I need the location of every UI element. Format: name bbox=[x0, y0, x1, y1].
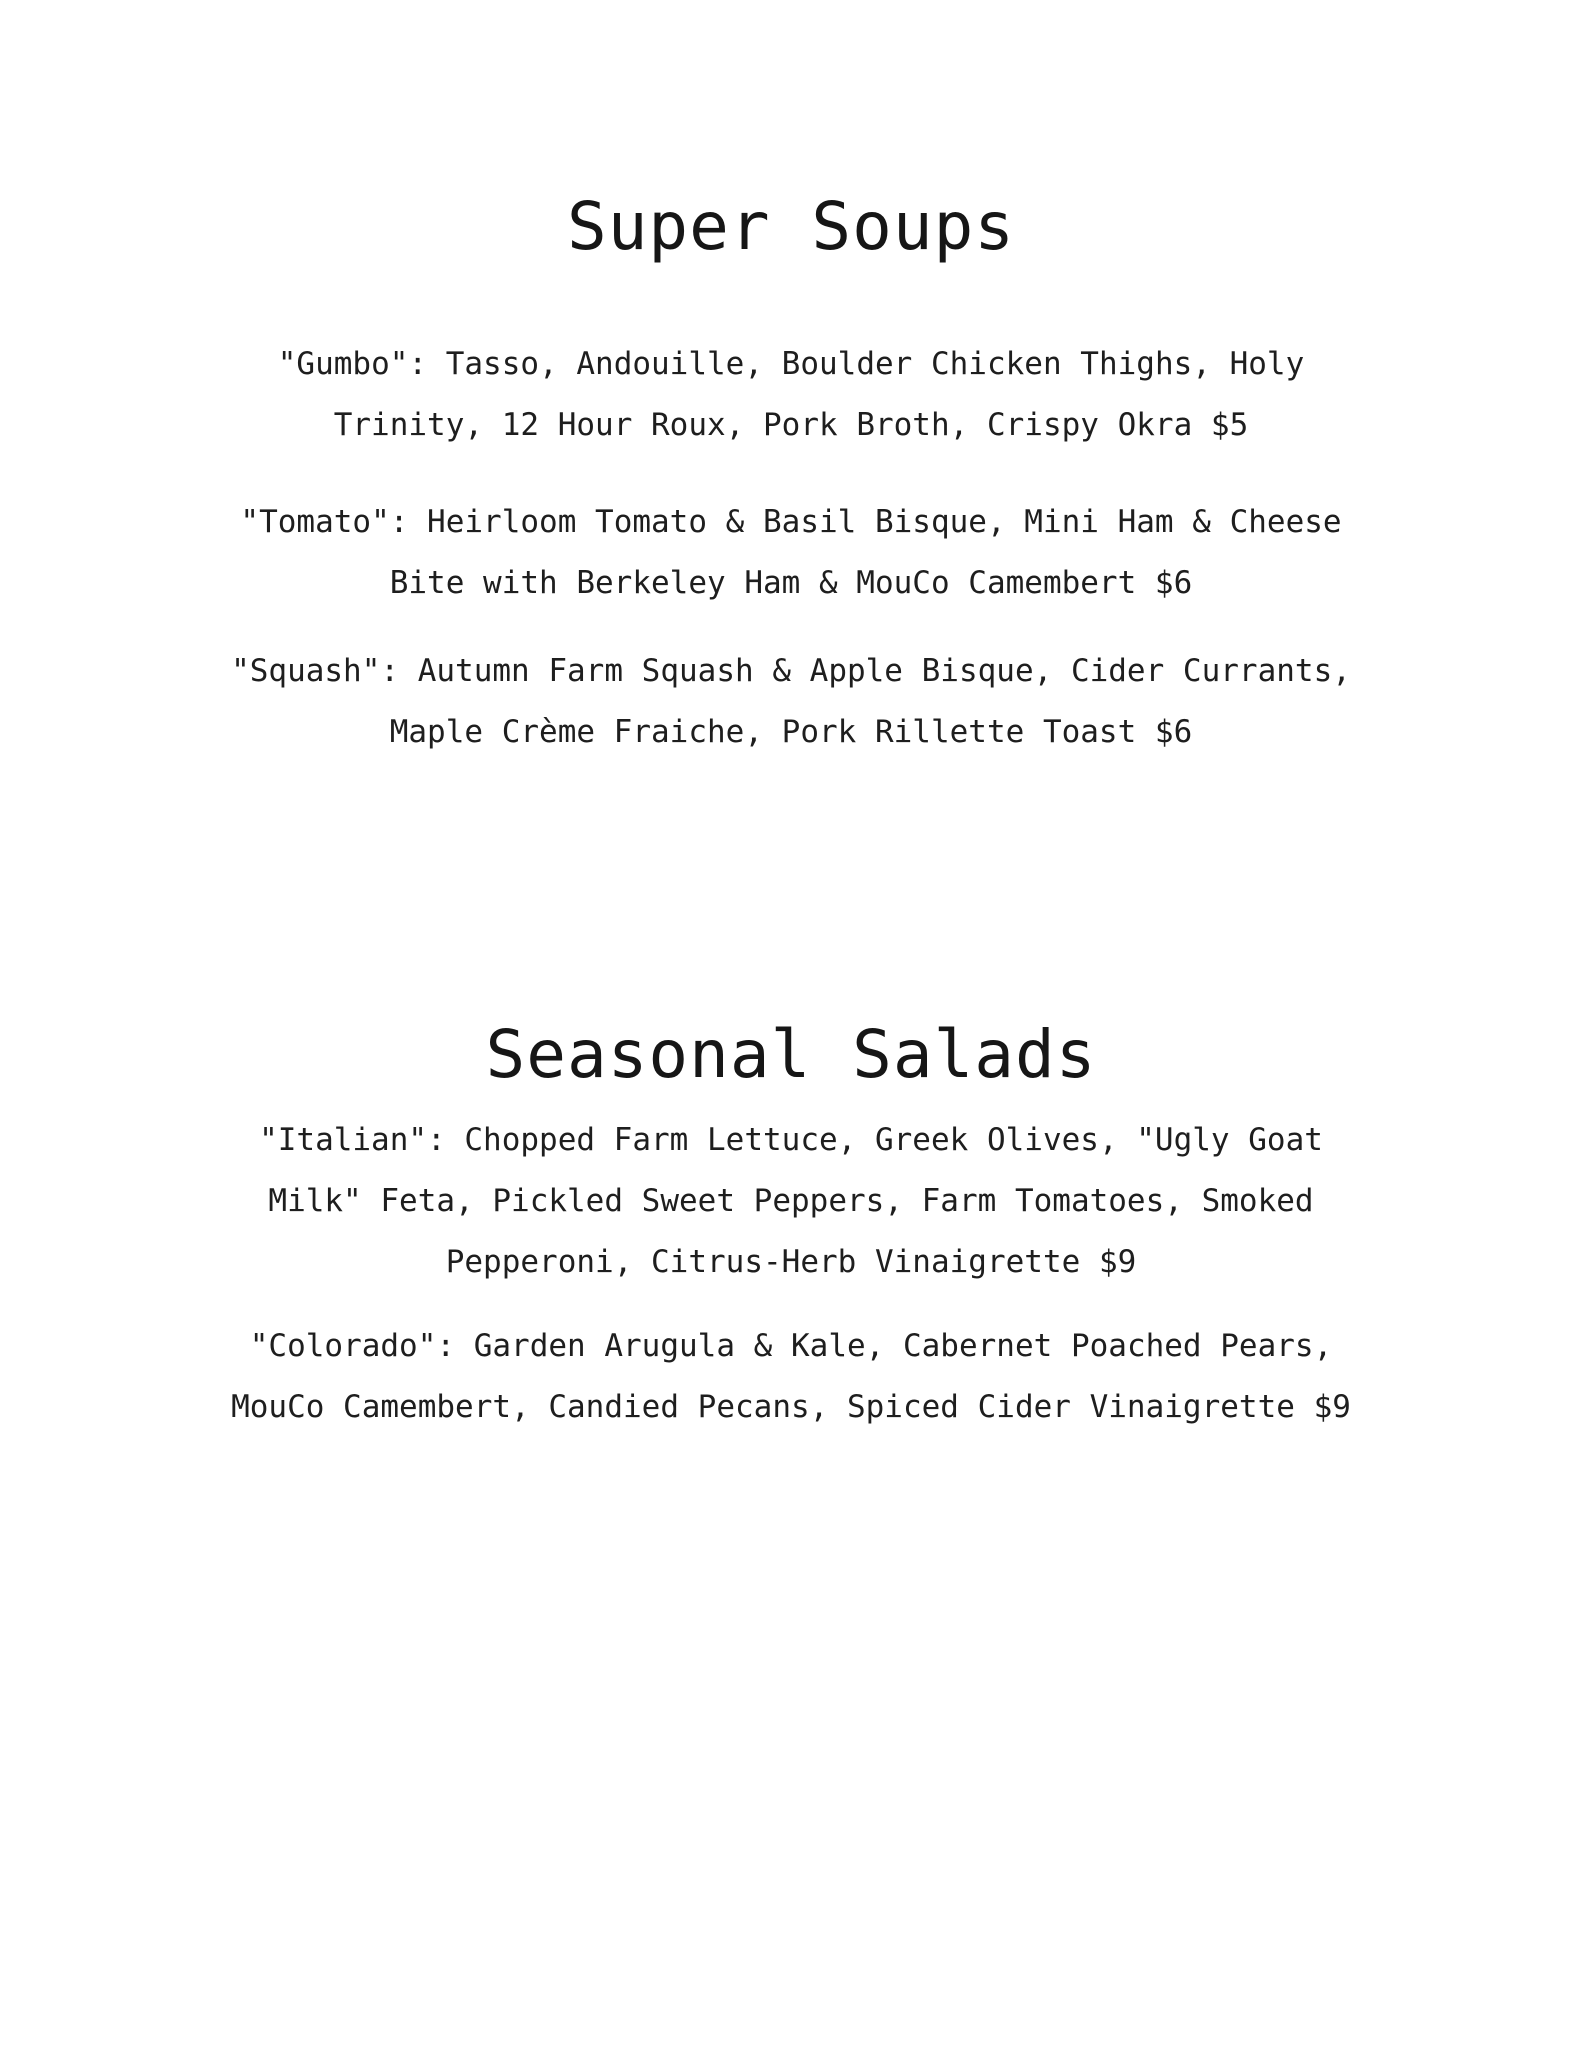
menu-item-line: "Italian": Chopped Farm Lettuce, Greek Olives, "Ugly Goat bbox=[259, 1122, 1323, 1158]
menu-item-squash bbox=[190, 641, 1392, 763]
menu-item-line: Milk" Feta, Pickled Sweet Peppers, Farm Tomatoes, Smoked bbox=[268, 1183, 1314, 1219]
menu-item-line: "Squash": Autumn Farm Squash & Apple Bisque, Cider Currants, bbox=[231, 653, 1351, 689]
menu-item-line: MouCo Camembert, Candied Pecans, Spiced Cider Vinaigrette $9 bbox=[231, 1389, 1351, 1425]
menu-item-italian bbox=[190, 1110, 1392, 1293]
menu-item-colorado bbox=[190, 1316, 1392, 1438]
menu-item-line: "Gumbo": Tasso, Andouille, Boulder Chicken Thighs, Holy bbox=[277, 346, 1305, 382]
salads-section-title: Seasonal Salads bbox=[485, 1016, 1097, 1093]
menu-item-gumbo bbox=[190, 334, 1392, 456]
menu-item-line: Bite with Berkeley Ham & MouCo Camembert $6 bbox=[389, 565, 1193, 601]
menu-item-line: Trinity, 12 Hour Roux, Pork Broth, Crispy Okra $5 bbox=[333, 407, 1249, 443]
menu-item-line: "Colorado": Garden Arugula & Kale, Cabernet Poached Pears, bbox=[249, 1328, 1333, 1364]
menu-item-line: Maple Crème Fraiche, Pork Rillette Toast $6 bbox=[389, 714, 1193, 750]
menu-item-line: Pepperoni, Citrus-Herb Vinaigrette $9 bbox=[445, 1244, 1137, 1280]
soups-section-title: Super Soups bbox=[566, 188, 1016, 265]
menu-item-line: "Tomato": Heirloom Tomato & Basil Bisque, Mini Ham & Cheese bbox=[240, 504, 1342, 540]
menu-item-tomato bbox=[190, 492, 1392, 614]
